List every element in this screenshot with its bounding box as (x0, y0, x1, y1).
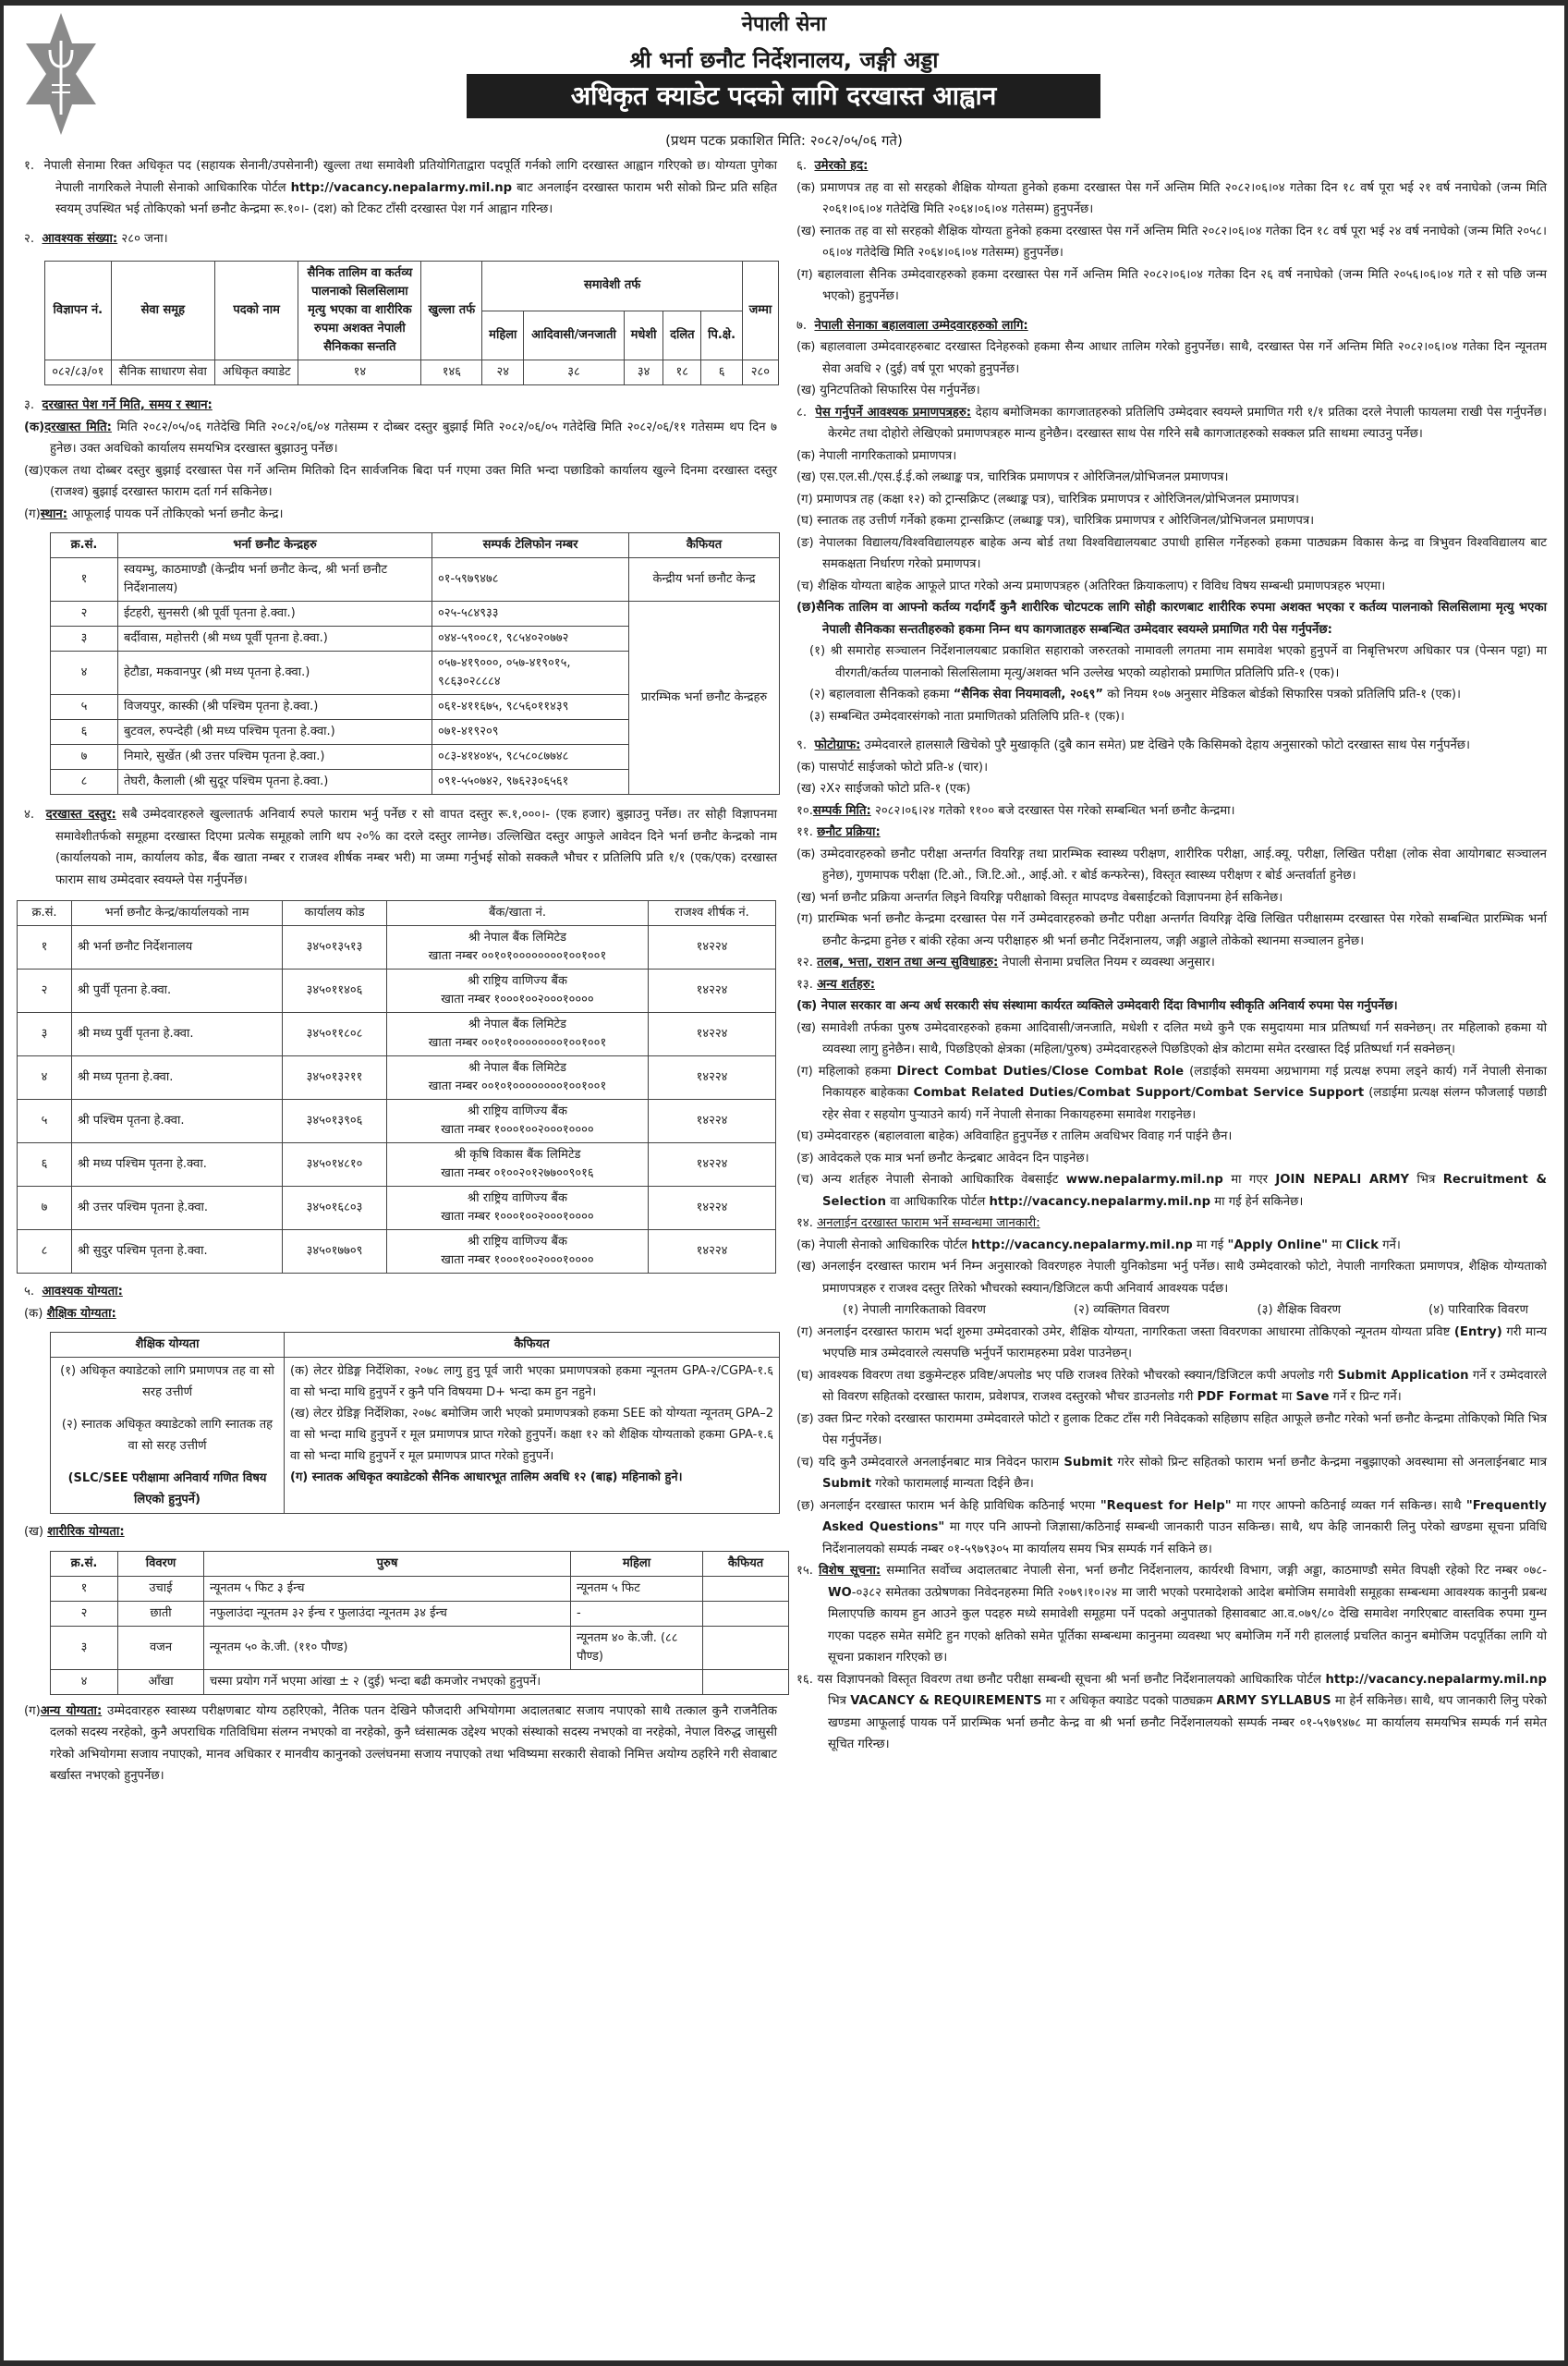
th-indigenous: आदिवासी/जनजाती (524, 311, 625, 360)
form-sections-list: (१) नेपाली नागरिकताको विवरण (२) व्यक्तिगत विवरण (३) शैक्षिक विवरण (४) पारिवारिक विवरण (843, 1303, 1528, 1317)
notice-title-banner: अधिकृत क्याडेट पदको लागि दरखास्त आह्वान (467, 74, 1100, 118)
section-7: ७. नेपाली सेनाका बहालवाला उम्मेदवारहरुको लागि: (796, 318, 1028, 333)
serving-candidate-item: (क) बहालवाला उम्मेदवारहरुबाट दरखास्त दिनेहरुको हकमा सैन्य आधार तालिम गरेको हुनुपर्नेछ। साथै, दरखास्त पेस गर्ने अन्तिम मिति २०८२।०६।०४ गतेका दिन न्यूनतम सेवा अवधि २ (दुई) वर्ष पूरा भएको हुनुपर्नेछ। (796, 340, 1547, 376)
table-row (51, 1669, 789, 1694)
cell-center: निमारे, सुर्खेत (श्री उत्तर पश्चिम पृतना हे.क्वा.) (118, 745, 432, 770)
fee-accounts-table: क्र.सं. भर्ना छनौट केन्द्र/कार्यालयको नाम कार्यालय कोड बैंक/खाता नं. राजश्व शीर्षक नं. १ श्री भर्ना छनौट निर्देशनालय ३४५०१३५१३ श्री नेपाल बैंक लिमिटेड खाता नम्बर ००१०१००००००००१००१००१ १४२२४ २ श्री पुर्वी पृतना हे.क्वा. ३४५०११४०६ श्री राष्ट्रिय वाणिज्य बैंक खाता नम्बर १०००१००२०००१०००० १४२२४ ३ श्री मध्य पुर्वी पृतना हे.क्वा. ३४५०११८०८ श्री नेपाल बैंक लिमिटेड खाता नम्बर ००१०१००००००००१००१००१ १४२२४ ४ श्री मध्य पृतना हे.क्वा. ३४५०१३२११ श्री नेपाल बैंक लिमिटेड खाता नम्बर ००१०१००००००००१००१००१ १४२२४ ५ श्री पश्चिम पृतना हे.क्वा. ३४५०१३९०६ श्री राष्ट्रिय वाणिज्य बैंक खाता नम्बर १०००१००२०००१०००० १४२२४ ६ श्री मध्य पश्चिम पृतना हे.क्वा. ३४५०१४८१० श्री कृषि विकास बैंक लिमिटेड खाता नम्बर ०१००२०१२७७००९०१६ १४२२४ ७ श्री उत्तर पश्चिम पृतना हे.क्वा. ३४५०१६८०३ श्री राष्ट्रिय वाणिज्य बैंक खाता नम्बर १०००१००२०००१०००० १४२२४ ८ श्री सुदुर पश्चिम पृतना हे.क्वा. ३४५०१७७०९ श्री राष्ट्रिय वाणिज्य बैंक खाता नम्बर १०००१००२०००१०००० १४२२४ (17, 900, 776, 1274)
cell-bank (387, 1143, 649, 1187)
section-13-ga: (ग) महिलाको हकमा Direct Combat Duties/Close Combat Role (लडाईको समयमा अग्रभागमा गई प्रत्यक्ष रुपमा लड्ने कार्य) गर्ने नेपाली सेनाका निकायहरु बाहेकका Combat Related Duties/Combat Support/Combat Service Support (लडाईमा प्रत्यक्ष संलग्न फौजलाई पछाडी रहेर सेवा र सहयोग पुऱ्याउने कार्य) गर्ने नेपाली सेनाका निकायहरुमा समावेश गराइनेछ। (796, 1064, 1547, 1122)
cell-sn: २ (51, 602, 118, 627)
table-row (18, 1187, 776, 1230)
th-dalit: दलित (663, 311, 701, 360)
cell-remark (703, 1601, 789, 1626)
section-14-ga: (ग) अनलाईन दरखास्त फाराम भर्दा शुरुमा उम्मेदवारको उमेर, शैक्षिक योग्यता, नागरिकता जस्ता विवरणका आधारमा तोकिएको न्यूनतम योग्यता प्रविष्ट (Entry) गरी मान्य भएपछि मात्र उम्मेदवारले त्यसपछि भर्नुपर्ने फारामहरुमा प्रवेश पाउनेछन्। (796, 1324, 1547, 1360)
section-12: १२. तलब, भत्ता, राशन तथा अन्य सुविधाहरु: नेपाली सेनामा प्रचलित नियम र व्यवस्था अनुसार। (796, 956, 1215, 970)
age-limit-item: (ख) स्नातक तह वा सो सरहको शैक्षिक योग्यता हुनेको हकमा दरखास्त पेस गर्ने अन्तिम मिति २०८२।०६।०४ गतेका दिन १८ वर्ष पूरा भई २४ वर्ष ननाघेको (जन्म मिति २०५८।०६।०४ गतेदेखि मिति २०६४।०६।०४ गतेसम्म) हुनुपर्नेछ। (796, 224, 1547, 260)
section-16: १६. यस विज्ञापनको विस्तृत विवरण तथा छनौट परीक्षा सम्बन्धी सूचना श्री भर्ना छनौट निर्देशनालयको आधिकारिक पोर्टल http://vacancy.nepalarmy.mil.np भित्र VACANCY & REQUIREMENTS मा र अधिकृत क्याडेट पदको पाठ्यक्रम ARMY SYLLABUS मा हेर्न सकिनेछ। साथै, थप जानकारी लिनु परेको खण्डमा आफूलाई पायक पर्ने प्रारम्भिक भर्ना छनौट केन्द्र वा श्री भर्ना छनौट निर्देशनालयको सम्पर्क नम्बर ०१-५९७९४७८ मा कार्यालय समयभित्र सम्पर्क गर्न समेत सूचित गरिन्छ। (796, 1672, 1547, 1751)
cell-center: बर्दीवास, महोत्तरी (श्री मध्य पूर्वी पृतना हे.क्वा.) (118, 627, 432, 652)
cell-code: ३४५०१३९०६ (283, 1100, 387, 1143)
th-inclusive: समावेशी तर्फ (482, 262, 742, 311)
cell-office: श्री भर्ना छनौट निर्देशनालय (72, 926, 283, 970)
section-14-kha: (ख) अनलाईन दरखास्त फाराम भर्न निम्न अनुसारको विवरणहरु नेपाली युनिकोडमा भर्नु पर्नेछ। साथै उम्मेदवारको फोटो, नेपाली नागरिकता प्रमाणपत्र, शैक्षिक योग्यताको प्रमाणपत्रहरु र राजश्व दस्तुर तिरेको भौचरको स्क्यान/डिजिटल कपी अनिवार्य आवश्यक पर्दछ। (796, 1260, 1547, 1296)
th-backward: पि.क्षे. (701, 311, 743, 360)
website-link[interactable]: www.nepalarmy.mil.np (1065, 1173, 1223, 1187)
bank-name: श्री राष्ट्रिय वाणिज्य बैंक (468, 974, 567, 988)
section-9: ९. फोटोग्राफ: उम्मेदवारले हालसालै खिचेको पुरै मुखाकृति (दुबै कान समेत) प्रष्ट देखिने एकै किसिमको देहाय अनुसारको फोटो दरखास्त साथ पेस गर्नुपर्नेछ। (796, 738, 1471, 752)
account-number: खाता नम्बर १०००१००२०००१०००० (441, 1253, 594, 1267)
bank-name: श्री राष्ट्रिय वाणिज्य बैंक (468, 1191, 567, 1205)
table-row (51, 602, 780, 627)
table-row (18, 1100, 776, 1143)
serving-candidate-item: (ख) युनिटपतिको सिफारिस पेस गर्नुपर्नेछ। (796, 384, 980, 397)
document-item: (क) नेपाली नागरिकताको प्रमाणपत्र। (796, 448, 957, 463)
physical-table: क्र.सं. विवरण पुरुष महिला कैफियत १ उचाई न्यूनतम ५ फिट ३ ईन्च न्यूनतम ५ फिट २ छाती नफुलाउंदा न्यूनतम ३२ ईन्च र फुलाउंदा न्यूनतम ३४ ईन्च - ३ वजन न्यूनतम ५० के.जी. (११० पौण्ड) न्यूनतम ४० के.जी. (८८ पौण्ड) ४ आँखा चस्मा प्रयोग गर्ने भएमा आंखा ± २ (दुई) भन्दा बढी कमजोर नभएको हुनुपर्ने। (50, 1551, 789, 1695)
cell-bank (387, 1230, 649, 1274)
section-3-kha: (ख)एकल तथा दोब्बर दस्तुर बुझाई दरखास्त पेस गर्ने अन्तिम मितिको दिन सार्वजनिक बिदा पर्न गएमा उक्त मिति भन्दा पछाडिको कार्यालय खुल्ने दिनमा दरखास्त दस्तुर (राजश्व) बुझाई दरखास्त फाराम दर्ता गर्न सकिनेछ। (24, 463, 777, 499)
account-number: खाता नम्बर १०००१००२०००१०००० (441, 1123, 594, 1137)
cell-office: श्री पुर्वी पृतना हे.क्वा. (72, 970, 283, 1013)
account-number: खाता नम्बर ०१००२०१२७७००९०१६ (441, 1166, 594, 1180)
right-column (796, 155, 1547, 1756)
cell-center: स्वयम्भु, काठमाण्डौ (केन्द्रीय भर्ना छनौट केन्द, श्री भर्ना छनौट निर्देशनालय) (118, 558, 432, 602)
left-column (24, 155, 777, 1787)
table-row (51, 1576, 789, 1601)
cell-male: नफुलाउंदा न्यूनतम ३२ ईन्च र फुलाउंदा न्यूनतम ३४ ईन्च (204, 1601, 571, 1626)
section-10: १०.सम्पर्क मिति: २०८२।०६।२४ गतेको ११०० बजे दरखास्त पेस गरेको सम्बन्धित भर्ना छनौट केन्द्रमा। (796, 803, 1235, 818)
th-ad-no: विज्ञापन नं. (45, 262, 112, 360)
cell-sn: ५ (18, 1100, 72, 1143)
section-8: ८. पेस गर्नुपर्ने आवश्यक प्रमाणपत्रहरु: देहाय बमोजिमका कागजातहरुको प्रतिलिपि उम्मेदवार स्वयम्ले प्रमाणित गरी १/१ प्रतिका दरले नेपाली फायलमा राखी पेस गर्नुपर्नेछ। केरमेट तथा दोहोरो लेखिएको प्रमाणपत्रहरु मान्य हुनेछैन। दरखास्त साथ पेस गरिने सबै कागजातहरुको सक्कल प्रति साथमा ल्याउनु पर्नेछ। (796, 405, 1547, 441)
account-number: खाता नम्बर १०००१००२०००१०००० (441, 1210, 594, 1224)
th-martyr-quota: सैनिक तालिम वा कर्तव्य पालनाको सिलसिलामा मृत्यु भएका वा शारीरिक रुपमा अशक्त नेपाली सैनिकका सन्तति (298, 262, 421, 360)
document-item: (ख) एस.एल.सी./एस.ई.ई.को लब्धाङ्क पत्र, चारित्रिक प्रमाणपत्र र ओरिजिनल/प्रोभिजनल प्रमाणपत्र। (796, 470, 1229, 484)
cell-office: श्री मध्य पृतना हे.क्वा. (72, 1056, 283, 1100)
account-number: खाता नम्बर १०००१००२०००१०००० (441, 993, 594, 1006)
table-row (18, 1013, 776, 1056)
portal-link[interactable]: http://vacancy.nepalarmy.mil.np (1325, 1672, 1547, 1687)
section-2: २. आवश्यक संख्या: २८० जना। (24, 231, 168, 246)
cell-sn: ८ (18, 1230, 72, 1274)
cell-code: ३४५०१६८०३ (283, 1187, 387, 1230)
table-row (51, 558, 780, 602)
recruitment-centers-table: क्र.सं. भर्ना छनौट केन्द्रहरु सम्पर्क टेलिफोन नम्बर कैफियत १ स्वयम्भु, काठमाण्डौ (केन्द्रीय भर्ना छनौट केन्द, श्री भर्ना छनौट निर्देशनालय) ०१-५९७९४७८ केन्द्रीय भर्ना छनौट केन्द्र २ ईटहरी, सुनसरी (श्री पूर्वी पृतना हे.क्वा.) ०२५-५८४९३३ प्रारम्भिक भर्ना छनौट केन्द्रहरु ३ बर्दीवास, महोत्तरी (श्री मध्य पूर्वी पृतना हे.क्वा.) ०४४-५९००८१, ९८५४०२०७७२ ४ हेटौडा, मकवानपुर (श्री मध्य पृतना हे.क्वा.) ०५७-४१९०००, ०५७-४१९०१५, ९८६३०२८८८४ ५ विजयपुर, कास्की (श्री पश्चिम पृतना हे.क्वा.) ०६१-४११६७५, ९८५६०११४३९ ६ बुटवल, रुपन्देही (श्री मध्य पश्चिम पृतना हे.क्वा.) ०७१-४१९२०९ ७ निमारे, सुर्खेत (श्री उत्तर पश्चिम पृतना हे.क्वा.) ०८३-४१४०४५, ९८५८०८७७४८ ८ तेघरी, कैलाली (श्री सुदूर पश्चिम पृतना हे.क्वा.) ०९१-५५०७४२, ९७६२३०६५६१ (50, 532, 780, 795)
vacancy-table (44, 261, 779, 385)
section-14-gha: (घ) आवश्यक विवरण तथा डकुमेन्टहरु प्रविष्ट/अपलोड भए पछि राजश्व तिरेको भौचरको स्क्यान/डिजिटल कपी अपलोड गरी Submit Application गर्ने र उम्मेदवारले सो विवरण सहितको दरखास्त फाराम, प्रवेशपत्र, राजश्व दस्तुरको भौचर डाउनलोड गरी PDF Format मा Save गर्ने र प्रिन्ट गर्ने। (796, 1368, 1547, 1404)
cell-office: श्री मध्य पुर्वी पृतना हे.क्वा. (72, 1013, 283, 1056)
cell-revenue: १४२२४ (649, 1056, 776, 1100)
cell-item: छाती (118, 1601, 204, 1626)
th-madhesi: मधेशी (624, 311, 663, 360)
cell-bank (387, 1056, 649, 1100)
cell-sn: ३ (51, 1626, 118, 1669)
cell-center: ईटहरी, सुनसरी (श्री पूर्वी पृतना हे.क्वा.) (118, 602, 432, 627)
table-row (18, 1143, 776, 1187)
portal-link[interactable]: http://vacancy.nepalarmy.mil.np (989, 1194, 1211, 1209)
cell-male: न्यूनतम ५० के.जी. (११० पौण्ड) (204, 1626, 571, 1669)
bank-name: श्री राष्ट्रिय वाणिज्य बैंक (468, 1235, 567, 1249)
table-row (51, 1601, 789, 1626)
section-3: ३. दरखास्त पेश गर्ने मिति, समय र स्थान: (24, 398, 213, 412)
selection-process-item: (क) उम्मेदवारहरुको छनौट परीक्षा अन्तर्गत वियरिङ्ग तथा प्रारम्भिक स्वास्थ्य परीक्षण, शारीरिक परीक्षा, आई.क्यू. परीक्षा, लिखित परीक्षा (लोक सेवा आयोगबाट सञ्चालन हुनेछ), गुणमापक परीक्षा (टि.ओ., जि.टि.ओ., आई.ओ. र बोर्ड कन्फरेन्स), विस्तृत स्वास्थ्य परीक्षण र बोर्ड अन्तर्वार्ता हुनेछ। (796, 847, 1548, 883)
cell-phone: ०७१-४१९२०९ (432, 720, 629, 745)
cell-bank (387, 970, 649, 1013)
document-item: (घ) स्नातक तह उत्तीर्ण गर्नेको हकमा ट्रान्सक्रिप्ट (लब्धाङ्क पत्र), चारित्रिक प्रमाणपत्र र ओरिजिनल/प्रोभिजनल प्रमाणपत्र। (796, 514, 1315, 528)
cell-sn: १ (51, 1576, 118, 1601)
cell-bank (387, 1100, 649, 1143)
cell-office: श्री सुदुर पश्चिम पृतना हे.क्वा. (72, 1230, 283, 1274)
cell-office: श्री पश्चिम पृतना हे.क्वा. (72, 1100, 283, 1143)
cell-phone: ०२५-५८४९३३ (432, 602, 629, 627)
section-1: १. नेपाली सेनामा रिक्त अधिकृत पद (सहायक सेनानी/उपसेनानी) खुल्ला तथा समावेशी प्रतियोगिताद्वारा पदपूर्ति गर्नको लागि दरखास्त आह्वान गरिएको छ। योग्यता पुगेका नेपाली नागरिकले नेपाली सेनाको आधिकारिक पोर्टल http://vacancy.nepalarmy.mil.np बाट अनलाईन दरखास्त फाराम भरी सोको प्रिन्ट प्रति सहित स्वयम् उपस्थित भई तोकिएको भर्ना छनौट केन्द्रमा रू.१०।- (दश) को टिकट टाँसी दरखास्त पेश गर्न आह्वान गरिन्छ। (24, 159, 778, 216)
cell-revenue: १४२२४ (649, 970, 776, 1013)
cell-office: श्री उत्तर पश्चिम पृतना हे.क्वा. (72, 1187, 283, 1230)
section-14: १४. अनलाईन दरखास्त फाराम भर्ने सम्वन्धमा जानकारी: (796, 1216, 1040, 1230)
cell-female: न्यूनतम ५ फिट (571, 1576, 703, 1601)
cell-sn: ८ (51, 770, 118, 795)
cell-remark: प्रारम्भिक भर्ना छनौट केन्द्रहरु (629, 602, 780, 795)
cell-sn: ५ (51, 695, 118, 720)
directorate-name: श्री भर्ना छनौट निर्देशनालय, जङ्गी अड्डा (629, 47, 939, 73)
cell-revenue: १४२२४ (649, 926, 776, 970)
section-6: ६. उमेरको हद: (796, 159, 869, 173)
cell-sn: ७ (51, 745, 118, 770)
cell-item: वजन (118, 1626, 204, 1669)
section-13-kha: (ख) समावेशी तर्फका पुरुष उम्मेदवारहरुको हकमा आदिवासी/जनजाति, मधेशी र दलित मध्ये कुनै एक समुदायमा मात्र प्रतिष्पर्धा गर्न सक्नेछन्। तर महिलाको हकमा यो व्यवस्था लागु हुनेछैन। साथै, पिछडिएको क्षेत्रका (महिला/पुरुष) उम्मेदवारहरुले पिछडिएको क्षेत्र कोटामा समेत दरखास्त दिई प्रतिष्पर्धा गर्न सक्नेछन्। (796, 1020, 1547, 1056)
th-total: जम्मा (742, 262, 778, 360)
table-row: ०८२/८३/०१ सैनिक साधारण सेवा अधिकृत क्याडेट १४ १४६ २४ ३८ ३४ १८ ६ २८० (45, 360, 779, 385)
cell-code: ३४५०१३२११ (283, 1056, 387, 1100)
cell-code: ३४५०१३५१३ (283, 926, 387, 970)
cell-item: उचाई (118, 1576, 204, 1601)
cell-sn: ७ (18, 1187, 72, 1230)
selection-process-item: (ख) भर्ना छनौट प्रक्रिया अन्तर्गत लिइने वियरिङ्ग परीक्षाको विस्तृत मापदण्ड वेबसाईटको विज्ञापनमा हेर्न सकिनेछ। (796, 890, 1283, 905)
section-15: १५. विशेष सूचना: सम्मानित सर्वोच्च अदालतबाट नेपाली सेना, भर्ना छनौट निर्देशनालय, कार्यरथी विभाग, जङ्गी अड्डा, काठमाण्डौ समेत विपक्षी रहेको रिट नम्बर ०७८-WO-०३८२ समेतका उत्प्रेषणका निवेदनहरुमा मिति २०७९।१०।२४ मा जारी भएको परमादेशको आदेश बमोजिम समावेशी समूहका सम्बन्धमा आवश्यक कानुनी प्रबन्ध मिलाएपछि कायम हुन आउने कुल पदहरु मध्ये समावेशी समूहमा पर्ने पदको अनुपातको हिसावबाट आ.व.०७९/८० देखि समावेश नगरिएबाट वास्तविक रुपमा गुम्न गएका पदहरु समेत समेटि हुन गएको क्षतिको समेत पूर्तिका सम्बन्धमा कानुनमा व्यवस्था भए बमोजिम गर्ने गरी हाललाई प्रचलित कानुन बमोजिम पदपूर्तिका लागि यो सूचना प्रकाशन गरिएको छ। (796, 1564, 1547, 1665)
cell-sn: ३ (18, 1013, 72, 1056)
bank-name: श्री राष्ट्रिय वाणिज्य बैंक (468, 1104, 567, 1118)
account-number: खाता नम्बर ००१०१००००००००१००१००१ (428, 1036, 607, 1050)
cell-sn: ६ (18, 1143, 72, 1187)
th-post-name: पदको नाम (214, 262, 298, 360)
cell-phone: ०१-५९७९४७८ (432, 558, 629, 602)
cell-item: आँखा (118, 1669, 204, 1694)
section-3-ka: (क)दरखास्त मिति: मिति २०८२/०५/०६ गतेदेखि मिति २०८२/०६/०४ गतेसम्म र दोब्बर दस्तुर बुझाई मिति २०८२/०६/०५ गतेदेखि मिति २०८२/०६/११ गतेसम्म थप दिन ७ हुनेछ। उक्त अवधिको कार्यालय समयभित्र दरखास्त बुझाउनु पर्नेछ। (24, 420, 777, 456)
cell-revenue: १४२२४ (649, 1013, 776, 1056)
cell-male: न्यूनतम ५ फिट ३ ईन्च (204, 1576, 571, 1601)
cell-revenue: १४२२४ (649, 1230, 776, 1274)
section-8-sub-2: (२) बहालवाला सैनिकको हकमा “सैनिक सेवा नियमावली, २०६९” को नियम १०७ अनुसार मेडिकल बोर्डको सिफारिस पत्रको प्रतिलिपि प्रति-१ (एक)। (809, 688, 1462, 701)
section-4: ४. दरखास्त दस्तुर: सबै उम्मेदवारहरुले खुल्लातर्फ अनिवार्य रुपले फाराम भर्नु पर्नेछ र सो वापत दस्तुर रू.१,०००।- (एक हजार) बुझाउनु पर्नेछ। तर सोही विज्ञापनमा समावेशीतर्फको समूहमा दरखास्त दिएमा प्रत्येक समूहको लागि थप २०% का दरले दस्तुर लाग्नेछ। उल्लिखित दस्तुर आफुले आवेदन दिने भर्ना छनौट केन्द्रको नाम (कार्यालयको नाम, कार्यालय कोड, बैंक खाता नम्बर र राजश्व शीर्षक नम्बर भरी) मा जम्मा गर्नुभई सोको सक्कलै भौचर र प्रतिलिपि प्रति १/१ (एक/एक) दरखास्त फाराम साथ उम्मेदवार स्वयम्ले पेस गर्नुपर्नेछ। (24, 808, 778, 887)
cell-revenue: १४२२४ (649, 1187, 776, 1230)
cell-code: ३४५०१४८१० (283, 1143, 387, 1187)
cell-code: ३४५०११४०६ (283, 970, 387, 1013)
th-service-group: सेवा समूह (111, 262, 214, 360)
cell-sn: २ (51, 1601, 118, 1626)
cell-remark (703, 1576, 789, 1601)
section-5: ५. आवश्यक योग्यता: (24, 1285, 123, 1299)
cell-phone: ०९१-५५०७४२, ९७६२३०६५६१ (432, 770, 629, 795)
bank-name: श्री नेपाल बैंक लिमिटेड (468, 1018, 566, 1031)
cell-center: हेटौडा, मकवानपुर (श्री मध्य पृतना हे.क्वा.) (118, 652, 432, 695)
table-row: (१) अधिकृत क्याडेटको लागि प्रमाणपत्र तह वा सो सरह उत्तीर्ण (२) स्नातक अधिकृत क्याडेटको लागि स्नातक तह वा सो सरह उत्तीर्ण (SLC/SEE परीक्षामा अनिवार्य गणित विषय लिएको हुनुपर्ने) (क) लेटर ग्रेडिङ्ग निर्देशिका, २०७८ लागु हुनु पूर्व जारी भएका प्रमाणपत्रको हकमा न्यूनतम GPA-२/CGPA-१.६ वा सो भन्दा माथि हुनुपर्ने र कुनै पनि विषयमा D+ भन्दा कम हुन नहुने। (ख) लेटर ग्रेडिङ्ग निर्देशिका, २०७८ बमोजिम जारी भएको प्रमाणपत्रको हकमा SEE को योग्यता न्यूनतम् GPA–2 वा सो भन्दा माथि हुनुपर्ने र मूल प्रमाणपत्र प्राप्त गरेको हुनुपर्ने। कक्षा १२ को शैक्षिक योग्यताको हकमा GPA-१.६ वा सो भन्दा माथि हुनुपर्ने र मूल प्रमाणपत्र प्राप्त गरेको हुनुपर्ने। (ग) स्नातक अधिकृत क्याडेटको सैनिक आधारभूत तालिम अवधि १२ (बाह्र) महिनाको हुने। (51, 1358, 780, 1514)
cell-bank (387, 1187, 649, 1230)
bank-name: श्री कृषि विकास बैंक लिमिटेड (454, 1148, 581, 1162)
cell-sn: १ (51, 558, 118, 602)
section-14-cha: (च) यदि कुनै उम्मेदवारले अनलाईनबाट मात्र निवेदन फाराम Submit गरेर सोको प्रिन्ट सहितको फाराम भर्ना छनौट केन्द्रमा नबुझाएको अवस्थामा सो अनलाईनबाट मात्र Submit गरेको फारामलाई मान्यता दिईने छैन। (796, 1455, 1547, 1491)
section-13-gha: (घ) उम्मेदवारहरु (बहालवाला बाहेक) अविवाहित हुनुपर्नेछ र तालिम अवधिभर विवाह गर्न पाईने छैन। (796, 1129, 1233, 1143)
cell-sn: १ (18, 926, 72, 970)
age-limit-item: (क) प्रमाणपत्र तह वा सो सरहको शैक्षिक योग्यता हुनेको हकमा दरखास्त पेस गर्ने अन्तिम मिति २०८२।०६।०४ गतेका दिन १८ वर्ष पूरा भई २१ वर्ष ननाघेको (जन्म मिति २०६१।०६।०४ गतेदेखि मिति २०६४।०६।०४ गतेसम्म) हुनुपर्नेछ। (796, 180, 1547, 216)
section-5-ga: (ग)अन्य योग्यता: उम्मेदवारहरु स्वास्थ्य परीक्षणबाट योग्य ठहरिएको, नैतिक पतन देखिने फौजदारी अभियोगमा अदालतबाट सजाय नपाएको साथै तत्काल कुनै राजनैतिक दलको सदस्य नरहेको, कुनै अपराधिक गतिविधिमा संलग्न नभएको वा नरहेको, कुनै ध्वंसात्मक उद्देश्य भएको संस्थाको सदस्य नभएको वा नरहेको, नेपाल विरुद्ध जासुसी गरेको अभियोगमा सजाय नपाएको, मानव अधिकार र मानवीय कानुनको उल्लंघनमा सजाय नपाएको तथा भविष्यमा सरकारी सेवाको निमित्त अयोग्य ठहरिने गरी सेवाबाट बर्खास्त नभएको हुनुपर्नेछ। (24, 1703, 777, 1783)
account-number: खाता नम्बर ००१०१००००००००१००१००१ (428, 1079, 607, 1093)
account-number: खाता नम्बर ००१०१००००००००१००१००१ (428, 949, 607, 963)
table-row (18, 1230, 776, 1274)
bottom-border (0, 2360, 1568, 2366)
section-13-cha: (च) अन्य शर्तहरु नेपाली सेनाको आधिकारिक वेबसाईट www.nepalarmy.mil.np मा गएर JOIN NEPALI ARMY भित्र Recruitment & Selection वा आधिकारिक पोर्टल http://vacancy.nepalarmy.mil.np मा गई हेर्न सकिनेछ। (796, 1173, 1548, 1209)
table-row (18, 970, 776, 1013)
cell-sn: २ (18, 970, 72, 1013)
section-14-ka: (क) नेपाली सेनाको आधिकारिक पोर्टल http://vacancy.nepalarmy.mil.np मा गई "Apply Online" मा Click गर्ने। (796, 1238, 1401, 1252)
cell-remark (703, 1669, 789, 1694)
cell-female: न्यूनतम ४० के.जी. (८८ पौण्ड) (571, 1626, 703, 1669)
photo-item: (ख) २X२ साईजको फोटो प्रति-१ (एक) (796, 782, 971, 796)
section-14-nga: (ङ) उक्त प्रिन्ट गरेको दरखास्त फाराममा उम्मेदवारले फोटो र हुलाक टिकट टाँस गरी निवेदकको सहिछाप सहित आफूले छनौट गरेको भर्ना छनौट केन्द्रमा तोकिएको मिति भित्र पेस गर्नुपर्नेछ। (796, 1411, 1547, 1447)
bank-name: श्री नेपाल बैंक लिमिटेड (468, 1061, 566, 1075)
cell-female: - (571, 1601, 703, 1626)
cell-phone: ०४४-५९००८१, ९८५४०२०७७२ (432, 627, 629, 652)
cell-revenue: १४२२४ (649, 1100, 776, 1143)
section-11: ११. छनौट प्रक्रिया: (796, 825, 881, 839)
cell-bank (387, 1013, 649, 1056)
cell-remark: केन्द्रीय भर्ना छनौट केन्द्र (629, 558, 780, 602)
cell-sn: ४ (51, 1669, 118, 1694)
section-8-sub-3: (३) सम्बन्धित उम्मेदवारसंगको नाता प्रमाणितको प्रतिलिपि प्रति-१ (एक)। (809, 709, 1124, 724)
published-date: (प्रथम पटक प्रकाशित मिति: २०८२/०५/०६ गते) (665, 132, 903, 149)
section-13: १३. अन्य शर्तहरु: (796, 977, 875, 992)
table-row (51, 1626, 789, 1669)
cell-code: ३४५०११८०८ (283, 1013, 387, 1056)
document-item: (ग) प्रमाणपत्र तह (कक्षा १२) को ट्रान्सक्रिप्ट (लब्धाङ्क पत्र), चारित्रिक प्रमाणपत्र र ओरिजिनल/प्रोभिजनल प्रमाणपत्र। (796, 492, 1300, 506)
table-row (18, 1056, 776, 1100)
photo-item: (क) पासपोर्ट साईजको फोटो प्रति-४ (चार)। (796, 760, 989, 774)
cell-center: तेघरी, कैलाली (श्री सुदूर पश्चिम पृतना हे.क्वा.) (118, 770, 432, 795)
cell-phone: ०८३-४१४०४५, ९८५८०८७७४८ (432, 745, 629, 770)
education-table: शैक्षिक योग्यता कैफियत (१) अधिकृत क्याडेटको लागि प्रमाणपत्र तह वा सो सरह उत्तीर्ण (२) स्नातक अधिकृत क्याडेटको लागि स्नातक तह वा सो सरह उत्तीर्ण (SLC/SEE परीक्षामा अनिवार्य गणित विषय लिएको हुनुपर्ने) (क) लेटर ग्रेडिङ्ग निर्देशिका, २०७८ लागु हुनु पूर्व जारी भएका प्रमाणपत्रको हकमा न्यूनतम GPA-२/CGPA-१.६ वा सो भन्दा माथि हुनुपर्ने र कुनै पनि विषयमा D+ भन्दा कम हुन नहुने। (ख) लेटर ग्रेडिङ्ग निर्देशिका, २०७८ बमोजिम जारी भएको प्रमाणपत्रको हकमा SEE को योग्यता न्यूनतम् GPA–2 वा सो भन्दा माथि हुनुपर्ने र मूल प्रमाणपत्र प्राप्त गरेको हुनुपर्ने। कक्षा १२ को शैक्षिक योग्यताको हकमा GPA-१.६ वा सो भन्दा माथि हुनुपर्ने र मूल प्रमाणपत्र प्राप्त गरेको हुनुपर्ने। (ग) स्नातक अधिकृत क्याडेटको सैनिक आधारभूत तालिम अवधि १२ (बाह्र) महिनाको हुने। (50, 1332, 780, 1514)
section-5-ka: (क) शैक्षिक योग्यता: (24, 1306, 116, 1321)
cell-revenue: १४२२४ (649, 1143, 776, 1187)
cell-sn: ३ (51, 627, 118, 652)
age-limit-item: (ग) बहालवाला सैनिक उम्मेदवारहरुको हकमा दरखास्त पेस गर्ने अन्तिम मिति २०८२।०६।०४ गतेका दिन २६ वर्ष ननाघेको (जन्म मिति २०५६।०६।०४ गते र सो पछि जन्म भएको) हुनुपर्नेछ। (796, 267, 1547, 303)
cell-office: श्री मध्य पश्चिम पृतना हे.क्वा. (72, 1143, 283, 1187)
cell-requirement: चस्मा प्रयोग गर्ने भएमा आंखा ± २ (दुई) भन्दा बढी कमजोर नभएको हुनुपर्ने। (204, 1669, 703, 1694)
cell-sn: ६ (51, 720, 118, 745)
table-row (18, 926, 776, 970)
org-name: नेपाली सेना (741, 13, 827, 36)
portal-link[interactable]: http://vacancy.nepalarmy.mil.np (971, 1238, 1193, 1252)
cell-sn: ४ (51, 652, 118, 695)
portal-link[interactable]: http://vacancy.nepalarmy.mil.np (290, 180, 513, 195)
cell-phone: ०५७-४१९०००, ०५७-४१९०१५, ९८६३०२८८८४ (432, 652, 629, 695)
section-13-nga: (ङ) आवेदकले एक मात्र भर्ना छनौट केन्द्रबाट आवेदन दिन पाइनेछ। (796, 1151, 1089, 1165)
section-8-chha: (छ)सैनिक तालिम वा आफ्नो कर्तव्य गर्दागर्दै कुनै शारीरिक चोटपटक लागि सोही कारणबाट शारीरिक रुपमा अशक्त भएका र कर्तव्य पालनाको सिलसिलामा मृत्यु भएका नेपाली सैनिकका सन्ततीहरुको हकमा निम्न थप कागजातहरु सम्बन्धित उम्मेदवार स्वयम्ले प्रमाणित गरी पेस गर्नुपर्नेछ: (796, 601, 1547, 637)
cell-bank (387, 926, 649, 970)
section-14-chha: (छ) अनलाईन दरखास्त फाराम भर्न केहि प्राविधिक कठिनाई भएमा "Request for Help" मा गएर आफ्नो कठिनाई व्यक्त गर्न सकिन्छ। साथै "Frequently Asked Questions" मा गएर पनि आफ्नो जिज्ञासा/कठिनाई सम्बन्धी जानकारी पाउन सकिन्छ। साथै, थप केहि जानकारी लिनु परेको खण्डमा सूचना प्रविधि निर्देशनालयको सम्पर्क नम्बर ०१-५९७९३०५ मा कार्यालय समय भित्र सम्पर्क गर्न सकिने छ। (796, 1498, 1547, 1556)
bank-name: श्री नेपाल बैंक लिमिटेड (468, 931, 566, 945)
section-8-sub-1: (१) श्री समारोह सञ्चालन निर्देशनालयबाट प्रकाशित सहाराको जरुरतको नामावली लगतमा नाम समावेश भएको हुनुपर्ने वा निबृत्तिभरण अधिकार पत्र (पेन्सन पट्टा) मा वीरगती/कर्तव्य पालनाको सिलसिलामा मृत्यु/अशक्त भनि उल्लेख भएको व्यहोराको प्रमाणित प्रतिलिपि प्रति-१ (एक)। (809, 644, 1547, 680)
document-item: (च) शैक्षिक योग्यता बाहेक आफूले प्राप्त गरेको अन्य प्रमाणपत्रहरु (अतिरिक्त क्रियाकलाप) र विविध विषय सम्बन्धी प्रमाणपत्रहरु भएमा। (796, 579, 1386, 593)
selection-process-item: (ग) प्रारम्भिक भर्ना छनौट केन्द्रमा दरखास्त पेस गर्ने उम्मेदवारहरुको छनौट परीक्षा अन्तर्गत वियरिङ्ग देखि लिखित परीक्षासम्म दरखास्त पेस गरेको सम्बन्धित प्रारम्भिक भर्ना छनौट केन्द्रमा हुनेछ र बांकी रहेका अन्य परीक्षाहरु श्री भर्ना छनौट निर्देशनालय, जङ्गी अड्डाले तोकेको स्थानमा सञ्चालन हुनेछ। (796, 912, 1547, 948)
section-13-ka: (क) नेपाल सरकार वा अन्य अर्ध सरकारी संघ संस्थामा कार्यरत व्यक्तिले उम्मेदवारी दिंदा विभागीय स्वीकृति अनिवार्य रुपमा पेस गर्नुपर्नेछ। (796, 999, 1398, 1013)
cell-center: विजयपुर, कास्की (श्री पश्चिम पृतना हे.क्वा.) (118, 695, 432, 720)
th-women: महिला (482, 311, 524, 360)
cell-sn: ४ (18, 1056, 72, 1100)
section-3-ga: (ग)स्थान: आफूलाई पायक पर्ने तोकिएको भर्ना छनौट केन्द्र। (24, 506, 284, 521)
cell-code: ३४५०१७७०९ (283, 1230, 387, 1274)
section-5-kha: (ख) शारीरिक योग्यता: (24, 1525, 125, 1539)
th-open: खुल्ला तर्फ (421, 262, 482, 360)
cell-center: बुटवल, रुपन्देही (श्री मध्य पश्चिम पृतना हे.क्वा.) (118, 720, 432, 745)
cell-remark (703, 1626, 789, 1669)
cell-phone: ०६१-४११६७५, ९८५६०११४३९ (432, 695, 629, 720)
document-item: (ङ) नेपालका विद्यालय/विश्वविद्यालयहरु बाहेक अन्य बोर्ड तथा विश्वविद्यालयबाट उपाधी हासिल गर्नेहरुको हकमा पाठ्यक्रम विकास केन्द्र वा त्रिभुवन विश्वविद्यालय बाट समकक्षता निर्धारण गरेको प्रमाणपत्र। (796, 535, 1548, 571)
